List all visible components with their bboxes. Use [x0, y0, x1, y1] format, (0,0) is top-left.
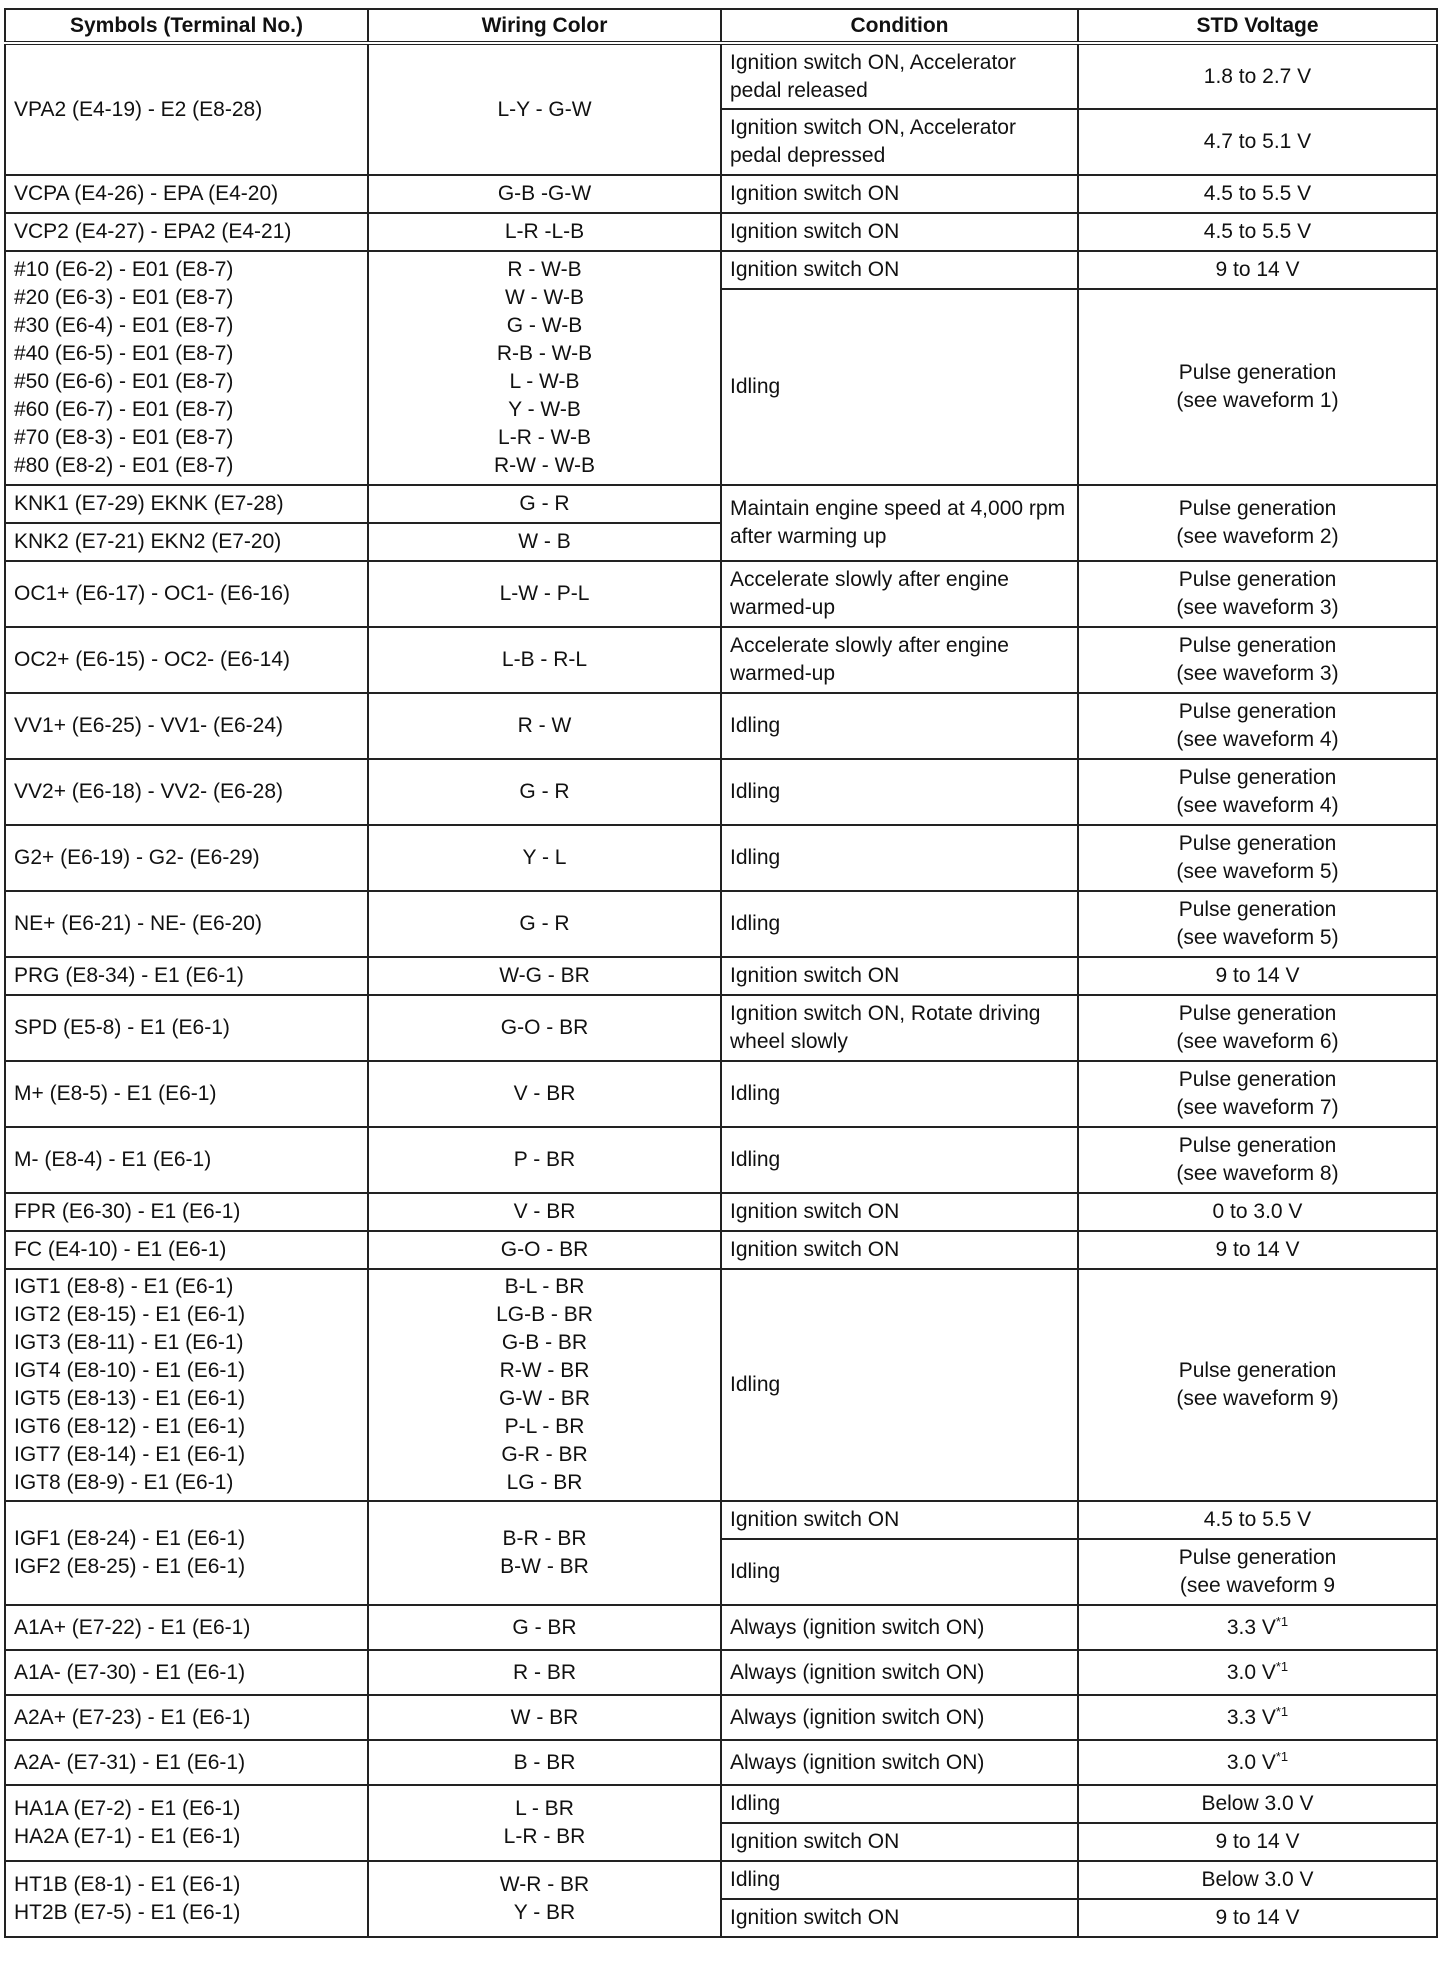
symbol-cell: OC2+ (E6-15) - OC2- (E6-14) [5, 627, 368, 693]
header-row [5, 9, 1437, 43]
voltage-cell: Below 3.0 V [1078, 1785, 1437, 1823]
wiring-cell: R - BR [368, 1650, 721, 1695]
wiring-cell: W - B [368, 523, 721, 561]
voltage-cell: 9 to 14 V [1078, 957, 1437, 995]
voltage-cell: Pulse generation (see waveform 6) [1078, 995, 1437, 1061]
wiring-cell: L-Y - G-W [368, 43, 721, 175]
table-row [5, 1785, 1437, 1823]
table-row [5, 1061, 1437, 1127]
condition-cell: Ignition switch ON [721, 957, 1078, 995]
condition-cell: Always (ignition switch ON) [721, 1650, 1078, 1695]
voltage-cell: 1.8 to 2.7 V [1078, 43, 1437, 109]
symbol-cell: A2A- (E7-31) - E1 (E6-1) [5, 1740, 368, 1785]
footnote-marker: *1 [1275, 1613, 1289, 1629]
condition-cell: Ignition switch ON, Rotate driving wheel slowly [721, 995, 1078, 1061]
wiring-cell: L-R -L-B [368, 213, 721, 251]
condition-cell: Ignition switch ON [721, 1231, 1078, 1269]
condition-cell: Ignition switch ON [721, 175, 1078, 213]
condition-cell: Accelerate slowly after engine warmed-up [721, 561, 1078, 627]
header-symbols: Symbols (Terminal No.) [5, 9, 368, 43]
wiring-cell: R - W [368, 693, 721, 759]
table-row [5, 1861, 1437, 1899]
symbol-cell: #10 (E6-2) - E01 (E8-7) #20 (E6-3) - E01 (E8-7) #30 (E6-4) - E01 (E8-7) #40 (E6-5) - E01 (E8-7) #50 (E6-6) - E01 (E8-7) #60 (E6-7) - E01 (E8-7) #70 (E8-3) - E01 (E8-7) #80 (E8-2) - E01 (E8-7) [5, 251, 368, 485]
voltage-cell: Pulse generation (see waveform 5) [1078, 825, 1437, 891]
wiring-cell: G-O - BR [368, 1231, 721, 1269]
voltage-value: 3.0 V [1226, 1750, 1276, 1774]
wiring-cell: G - R [368, 891, 721, 957]
voltage-cell: 9 to 14 V [1078, 1899, 1437, 1937]
symbol-cell: NE+ (E6-21) - NE- (E6-20) [5, 891, 368, 957]
condition-cell: Idling [721, 693, 1078, 759]
symbol-cell: VPA2 (E4-19) - E2 (E8-28) [5, 43, 368, 175]
voltage-cell: 4.5 to 5.5 V [1078, 213, 1437, 251]
table-row [5, 561, 1437, 627]
symbol-cell: FPR (E6-30) - E1 (E6-1) [5, 1193, 368, 1231]
voltage-cell [1078, 1605, 1437, 1650]
table-row [5, 1269, 1437, 1501]
voltage-cell: 9 to 14 V [1078, 251, 1437, 289]
wiring-cell: W-G - BR [368, 957, 721, 995]
symbol-cell: FC (E4-10) - E1 (E6-1) [5, 1231, 368, 1269]
table-row [5, 251, 1437, 289]
voltage-cell: 4.5 to 5.5 V [1078, 1501, 1437, 1539]
voltage-cell: Pulse generation (see waveform 1) [1078, 289, 1437, 485]
table-row [5, 1740, 1437, 1785]
condition-cell: Always (ignition switch ON) [721, 1605, 1078, 1650]
table-row [5, 1501, 1437, 1539]
wiring-cell: G-O - BR [368, 995, 721, 1061]
symbol-cell: M- (E8-4) - E1 (E6-1) [5, 1127, 368, 1193]
condition-cell: Always (ignition switch ON) [721, 1740, 1078, 1785]
condition-cell: Idling [721, 1785, 1078, 1823]
condition-cell: Idling [721, 1061, 1078, 1127]
condition-cell: Ignition switch ON, Accelerator pedal depressed [721, 109, 1078, 175]
wiring-cell: L-B - R-L [368, 627, 721, 693]
table-row [5, 1193, 1437, 1231]
condition-cell: Idling [721, 289, 1078, 485]
condition-cell: Idling [721, 1539, 1078, 1605]
voltage-cell: Pulse generation (see waveform 5) [1078, 891, 1437, 957]
voltage-cell [1078, 1740, 1437, 1785]
table-row [5, 995, 1437, 1061]
symbol-cell: IGT1 (E8-8) - E1 (E6-1) IGT2 (E8-15) - E1 (E6-1) IGT3 (E8-11) - E1 (E6-1) IGT4 (E8-10) - E1 (E6-1) IGT5 (E8-13) - E1 (E6-1) IGT6 (E8-12) - E1 (E6-1) IGT7 (E8-14) - E1 (E6-1) IGT8 (E8-9) - E1 (E6-1) [5, 1269, 368, 1501]
condition-cell: Always (ignition switch ON) [721, 1695, 1078, 1740]
condition-cell: Ignition switch ON, Accelerator pedal released [721, 43, 1078, 109]
symbol-cell: VCPA (E4-26) - EPA (E4-20) [5, 175, 368, 213]
table-row [5, 891, 1437, 957]
condition-cell: Idling [721, 1269, 1078, 1501]
voltage-cell: 9 to 14 V [1078, 1823, 1437, 1861]
table-row [5, 1650, 1437, 1695]
voltage-cell: Pulse generation (see waveform 7) [1078, 1061, 1437, 1127]
voltage-value: 3.3 V [1226, 1615, 1276, 1639]
voltage-cell: 4.5 to 5.5 V [1078, 175, 1437, 213]
symbol-cell: SPD (E5-8) - E1 (E6-1) [5, 995, 368, 1061]
symbol-cell: A1A- (E7-30) - E1 (E6-1) [5, 1650, 368, 1695]
condition-cell: Ignition switch ON [721, 1193, 1078, 1231]
symbol-cell: VV1+ (E6-25) - VV1- (E6-24) [5, 693, 368, 759]
terminal-voltage-table [4, 8, 1438, 1938]
table-row [5, 957, 1437, 995]
condition-cell: Idling [721, 1127, 1078, 1193]
wiring-cell: R - W-B W - W-B G - W-B R-B - W-B L - W-B Y - W-B L-R - W-B R-W - W-B [368, 251, 721, 485]
condition-cell: Ignition switch ON [721, 251, 1078, 289]
voltage-cell: Pulse generation (see waveform 2) [1078, 485, 1437, 561]
wiring-cell: W-R - BR Y - BR [368, 1861, 721, 1937]
symbol-cell: HA1A (E7-2) - E1 (E6-1) HA2A (E7-1) - E1 (E6-1) [5, 1785, 368, 1861]
symbol-cell: VV2+ (E6-18) - VV2- (E6-28) [5, 759, 368, 825]
wiring-cell: L - BR L-R - BR [368, 1785, 721, 1861]
condition-cell: Accelerate slowly after engine warmed-up [721, 627, 1078, 693]
footnote-marker: *1 [1275, 1703, 1289, 1719]
symbol-cell: KNK1 (E7-29) EKNK (E7-28) [5, 485, 368, 523]
wiring-cell: V - BR [368, 1061, 721, 1127]
footnote-marker: *1 [1275, 1658, 1289, 1674]
symbol-cell: KNK2 (E7-21) EKN2 (E7-20) [5, 523, 368, 561]
symbol-cell: OC1+ (E6-17) - OC1- (E6-16) [5, 561, 368, 627]
voltage-cell: 0 to 3.0 V [1078, 1193, 1437, 1231]
wiring-cell: P - BR [368, 1127, 721, 1193]
voltage-cell: Pulse generation (see waveform 4) [1078, 759, 1437, 825]
condition-cell: Ignition switch ON [721, 1899, 1078, 1937]
wiring-cell: B-L - BR LG-B - BR G-B - BR R-W - BR G-W - BR P-L - BR G-R - BR LG - BR [368, 1269, 721, 1501]
voltage-cell [1078, 1650, 1437, 1695]
voltage-cell: 4.7 to 5.1 V [1078, 109, 1437, 175]
wiring-cell: L-W - P-L [368, 561, 721, 627]
wiring-cell: V - BR [368, 1193, 721, 1231]
wiring-cell: Y - L [368, 825, 721, 891]
wiring-cell: G - R [368, 759, 721, 825]
table-row [5, 43, 1437, 109]
footnote-marker: *1 [1275, 1748, 1289, 1764]
header-std-voltage: STD Voltage [1078, 9, 1437, 43]
table-row [5, 627, 1437, 693]
wiring-cell: B - BR [368, 1740, 721, 1785]
header-wiring-color: Wiring Color [368, 9, 721, 43]
wiring-cell: G-B -G-W [368, 175, 721, 213]
voltage-cell: 9 to 14 V [1078, 1231, 1437, 1269]
table-row [5, 759, 1437, 825]
table-row [5, 825, 1437, 891]
table-row [5, 693, 1437, 759]
voltage-cell [1078, 1695, 1437, 1740]
table-row [5, 1127, 1437, 1193]
table-row [5, 213, 1437, 251]
voltage-cell: Pulse generation (see waveform 3) [1078, 627, 1437, 693]
symbol-cell: A1A+ (E7-22) - E1 (E6-1) [5, 1605, 368, 1650]
voltage-cell: Pulse generation (see waveform 9 [1078, 1539, 1437, 1605]
symbol-cell: IGF1 (E8-24) - E1 (E6-1) IGF2 (E8-25) - E1 (E6-1) [5, 1501, 368, 1605]
condition-cell: Ignition switch ON [721, 213, 1078, 251]
wiring-cell: G - BR [368, 1605, 721, 1650]
table-row [5, 485, 1437, 523]
condition-cell: Idling [721, 891, 1078, 957]
symbol-cell: G2+ (E6-19) - G2- (E6-29) [5, 825, 368, 891]
table-row [5, 1695, 1437, 1740]
condition-cell: Ignition switch ON [721, 1823, 1078, 1861]
wiring-cell: W - BR [368, 1695, 721, 1740]
voltage-cell: Pulse generation (see waveform 3) [1078, 561, 1437, 627]
condition-cell: Maintain engine speed at 4,000 rpm after warming up [721, 485, 1078, 561]
wiring-cell: G - R [368, 485, 721, 523]
symbol-cell: HT1B (E8-1) - E1 (E6-1) HT2B (E7-5) - E1 (E6-1) [5, 1861, 368, 1937]
table-row [5, 175, 1437, 213]
header-condition: Condition [721, 9, 1078, 43]
voltage-cell: Pulse generation (see waveform 8) [1078, 1127, 1437, 1193]
voltage-value: 3.0 V [1226, 1660, 1276, 1684]
symbol-cell: A2A+ (E7-23) - E1 (E6-1) [5, 1695, 368, 1740]
condition-cell: Idling [721, 1861, 1078, 1899]
table-row [5, 1605, 1437, 1650]
condition-cell: Idling [721, 759, 1078, 825]
voltage-cell: Pulse generation (see waveform 4) [1078, 693, 1437, 759]
symbol-cell: M+ (E8-5) - E1 (E6-1) [5, 1061, 368, 1127]
wiring-cell: B-R - BR B-W - BR [368, 1501, 721, 1605]
table-row [5, 1231, 1437, 1269]
symbol-cell: VCP2 (E4-27) - EPA2 (E4-21) [5, 213, 368, 251]
voltage-cell: Pulse generation (see waveform 9) [1078, 1269, 1437, 1501]
voltage-cell: Below 3.0 V [1078, 1861, 1437, 1899]
condition-cell: Idling [721, 825, 1078, 891]
condition-cell: Ignition switch ON [721, 1501, 1078, 1539]
voltage-value: 3.3 V [1226, 1705, 1276, 1729]
symbol-cell: PRG (E8-34) - E1 (E6-1) [5, 957, 368, 995]
